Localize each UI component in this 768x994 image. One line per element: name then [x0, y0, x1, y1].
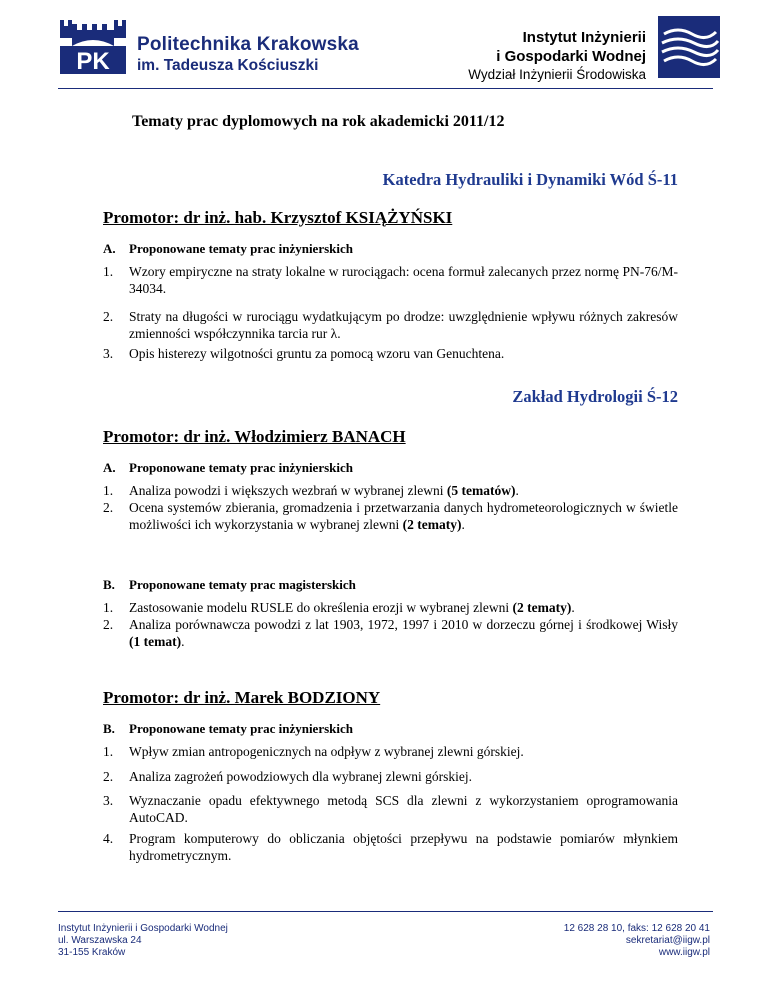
- topic-item: 4. Program komputerowy do obliczania objętości przepływu na podstawie pomiarów młynkiem hydrometrycznym.: [103, 831, 678, 863]
- topic-item: 2. Analiza zagrożeń powodziowych dla wybranej zlewni górskiej.: [103, 769, 472, 784]
- topics-group-heading: A. Proponowane tematy prac inżynierskich: [103, 241, 353, 256]
- footer-street: ul. Warszawska 24: [58, 935, 142, 946]
- topics-group-heading: B. Proponowane tematy prac magisterskich: [103, 577, 356, 592]
- document-title: Tematy prac dyplomowych na rok akademicki 2011/12: [132, 113, 505, 130]
- university-subtitle: im. Tadeusza Kościuszki: [137, 57, 319, 74]
- topic-item: 1. Zastosowanie modelu RUSLE do określenia erozji w wybranej zlewni (2 tematy).: [103, 600, 575, 615]
- faculty-name: Wydział Inżynierii Środowiska: [468, 67, 646, 82]
- topics-group-heading: B. Proponowane tematy prac inżynierskich: [103, 721, 353, 736]
- institute-line-2: i Gospodarki Wodnej: [496, 48, 646, 65]
- institute-line-1: Instytut Inżynierii: [522, 29, 646, 46]
- institute-wave-logo-icon: [658, 16, 720, 78]
- topic-item: 1. Analiza powodzi i większych wezbrań w wybranej zlewni (5 tematów).: [103, 483, 519, 498]
- footer-contact: [564, 923, 710, 959]
- topic-item: 2. Analiza porównawcza powodzi z lat 1903, 1972, 1997 i 2010 w dorzeczu górnej i środkowej Wisły (1 temat).: [103, 617, 678, 649]
- footer-website: www.iigw.pl: [658, 947, 710, 958]
- header-divider: [58, 88, 713, 89]
- promotor-heading: Promotor: dr inż. Marek BODZIONY: [103, 688, 381, 707]
- footer-address: [58, 923, 228, 959]
- footer-email: sekretariat@iigw.pl: [625, 935, 710, 946]
- footer-city: 31-155 Kraków: [58, 947, 126, 958]
- footer-divider: [58, 911, 713, 912]
- footer-phone: 12 628 28 10, faks: 12 628 20 41: [563, 923, 710, 934]
- svg-text:PK: PK: [76, 48, 110, 75]
- topic-item: 3. Wyznaczanie opadu efektywnego metodą SCS dla zlewni z wykorzystaniem oprogramowania AutoCAD.: [103, 793, 678, 825]
- footer-institute: Instytut Inżynierii i Gospodarki Wodnej: [58, 923, 228, 934]
- topic-item: 1. Wpływ zmian antropogenicznych na odpływ z wybranej zlewni górskiej.: [103, 744, 524, 759]
- promotor-heading: Promotor: dr inż. Włodzimierz BANACH: [103, 427, 406, 446]
- department-heading: Katedra Hydrauliki i Dynamiki Wód Ś-11: [382, 170, 678, 189]
- topics-group-heading: A. Proponowane tematy prac inżynierskich: [103, 460, 353, 475]
- topic-item: 2. Straty na długości w rurociągu wydatkującym po drodze: uwzględnienie wpływu różnych zakresów zmienności współczynnika tarcia rur λ.: [103, 309, 678, 341]
- politechnika-logo-icon: [58, 16, 128, 76]
- university-name: Politechnika Krakowska: [137, 34, 359, 55]
- topic-item: 3. Opis histerezy wilgotności gruntu za pomocą wzoru van Genuchtena.: [103, 346, 505, 361]
- topic-item: 2. Ocena systemów zbierania, gromadzenia i przetwarzania danych hydrometeorologicznych w świetle możliwości ich wykorzystania w wybranej zlewni (2 tematy).: [103, 500, 678, 532]
- institute-block: [468, 28, 646, 84]
- topic-item: 1. Wzory empiryczne na straty lokalne w rurociągach: ocena formuł zalecanych przez normę PN-76/M-34034.: [103, 264, 678, 296]
- promotor-heading: Promotor: dr inż. hab. Krzysztof KSIĄŻYŃSKI: [103, 208, 453, 227]
- department-heading: Zakład Hydrologii Ś-12: [512, 387, 678, 406]
